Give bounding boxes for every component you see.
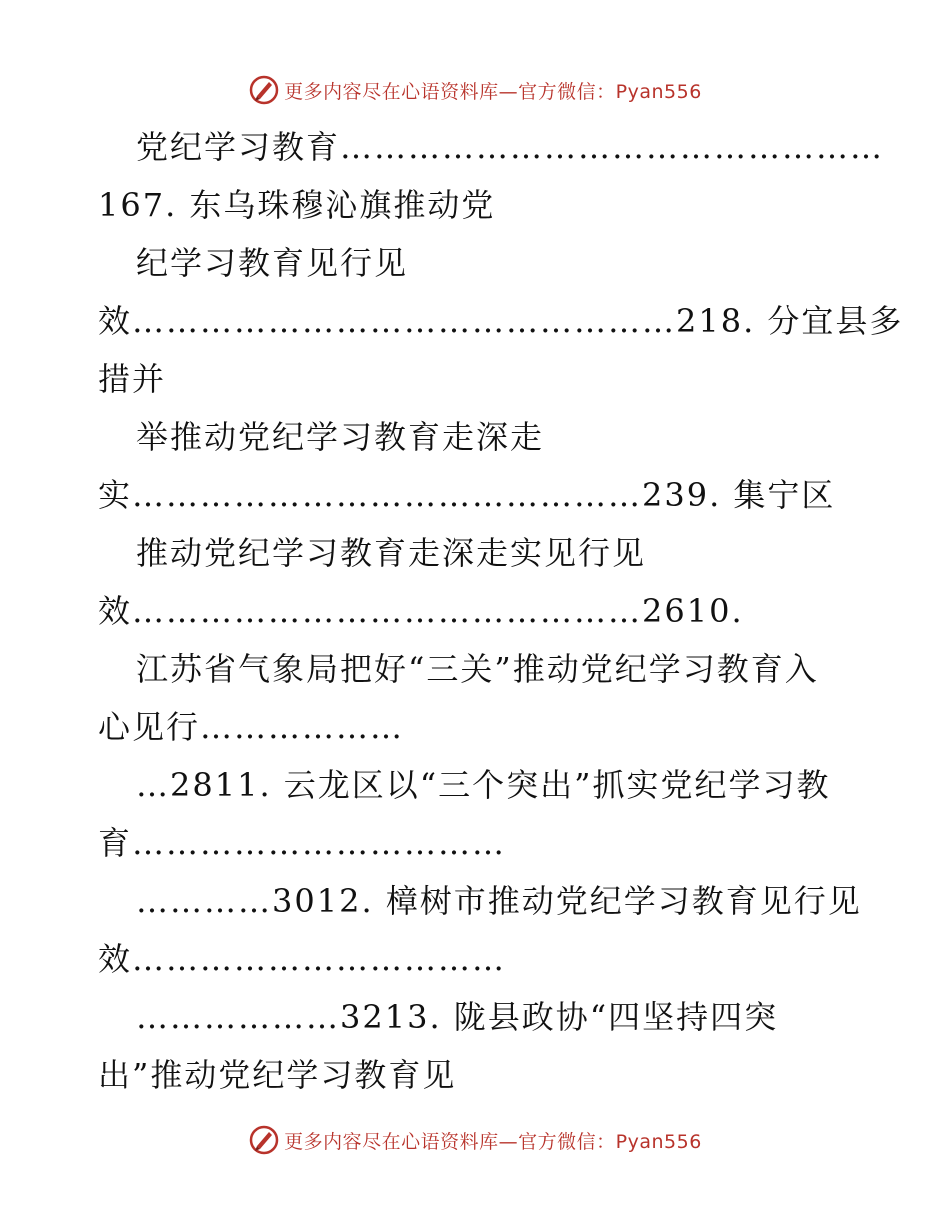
watermark-banner	[248, 1124, 702, 1156]
toc-line: 实………………………………………239. 集宁区	[98, 476, 836, 514]
page-header-watermark	[0, 70, 950, 110]
pen-logo-icon	[248, 1124, 280, 1156]
toc-line: 心见行………………	[98, 708, 405, 746]
toc-line: …2811. 云龙区以“三个突出”抓实党纪学习教	[136, 766, 831, 804]
toc-line: ………………3213. 陇县政协“四坚持四突	[136, 998, 779, 1036]
toc-line: 党纪学习教育…………………………………………	[136, 128, 885, 166]
toc-line: 推动党纪学习教育走深走实见行见	[136, 534, 647, 572]
toc-line: 167. 东乌珠穆沁旗推动党	[98, 186, 496, 224]
page-footer-watermark	[0, 1120, 950, 1160]
pen-logo-icon	[248, 74, 280, 106]
watermark-text: 更多内容尽在心语资料库—官方微信：Pyan556	[284, 1130, 702, 1153]
watermark-banner	[248, 74, 702, 106]
toc-line: 育……………………………	[98, 824, 507, 862]
toc-line: 纪学习教育见行见	[136, 244, 409, 282]
watermark-text: 更多内容尽在心语资料库—官方微信：Pyan556	[284, 80, 702, 103]
toc-line: 效………………………………………2610.	[98, 592, 744, 630]
toc-line: 效…………………………………………218. 分宜县多	[98, 302, 904, 340]
toc-line: 举推动党纪学习教育走深走	[136, 418, 545, 456]
toc-line: 出”推动党纪学习教育见	[98, 1056, 457, 1094]
toc-line: …………3012. 樟树市推动党纪学习教育见行见	[136, 882, 862, 920]
toc-line: 措并	[98, 360, 167, 398]
toc-line: 江苏省气象局把好“三关”推动党纪学习教育入	[136, 650, 819, 688]
toc-line: 效……………………………	[98, 940, 507, 978]
